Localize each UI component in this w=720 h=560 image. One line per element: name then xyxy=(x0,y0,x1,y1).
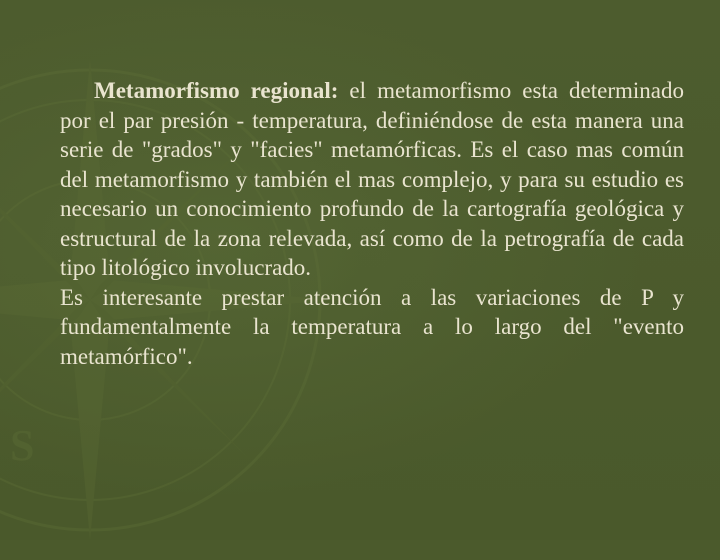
compass-s-letter: S xyxy=(10,421,35,470)
slide-text-block xyxy=(60,76,684,371)
paragraph-2-body: Es interesante prestar atención a las variaciones de P y fundamentalmente la temperatura a lo largo del "evento metamórfico". xyxy=(60,284,684,369)
term-heading: Metamorfismo regional: xyxy=(94,78,339,103)
paragraph-metamorfismo-regional xyxy=(60,76,684,283)
paragraph-1-body: el metamorfismo esta determinado por el par presión - temperatura, definiéndose de esta manera una serie de "grados" y "facies" metamórficas. Es el caso mas común del metamorfismo y también el mas complejo, y para su estudio es necesario un conocimiento profundo de la cartografía geológica y estructural de la zona relevada, así como de la petrografía de cada tipo litológico involucrado. xyxy=(60,78,685,280)
paragraph-variaciones xyxy=(60,283,684,372)
